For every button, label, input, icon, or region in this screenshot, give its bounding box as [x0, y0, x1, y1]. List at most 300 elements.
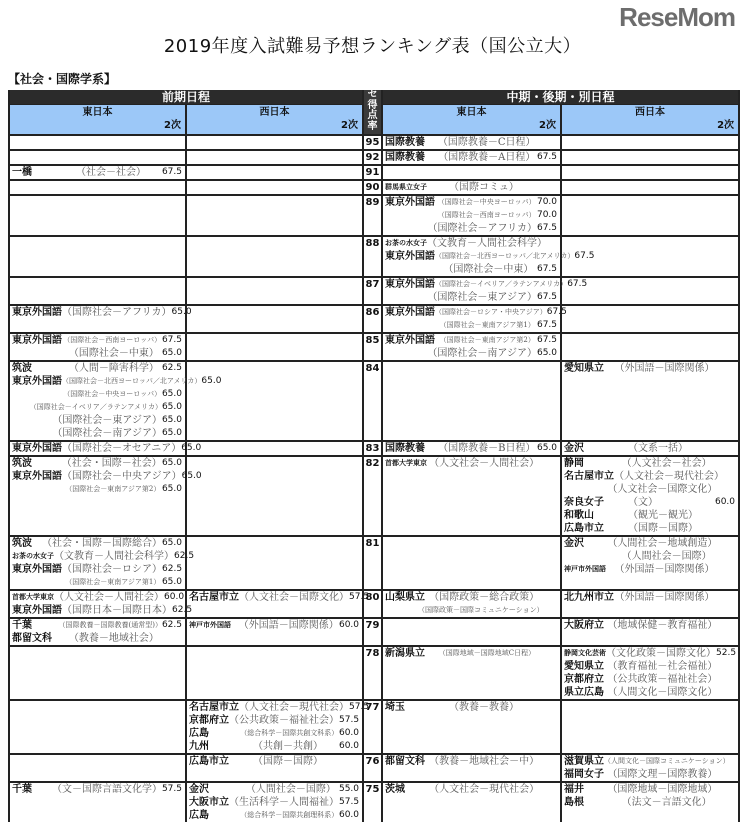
university-name: [383, 347, 427, 360]
cell-le: [382, 333, 561, 361]
list-item: [562, 237, 738, 250]
department-name: （人文社会－現代社会）: [614, 471, 725, 482]
cell-lw: [561, 782, 739, 822]
university-name: 東京外国語: [12, 307, 62, 318]
list-item: [10, 809, 185, 822]
list-item: [383, 673, 560, 686]
department-name: （国際社会－中東）: [68, 348, 159, 359]
list-item: [187, 306, 362, 319]
list-item: [383, 166, 560, 179]
cell-fe: [9, 305, 192, 333]
list-item: [10, 427, 185, 440]
department-name: （教養－地域社会）: [68, 633, 159, 644]
second-exam-score: [539, 591, 560, 604]
score-cell: 81: [363, 536, 382, 590]
list-item: [383, 470, 560, 483]
department-name: （国際社会－東南アジア第1）: [65, 578, 161, 586]
department-name: （生活科学－人間福祉）: [229, 797, 339, 808]
list-item: [187, 151, 362, 164]
header-early-east: [9, 105, 186, 136]
university-name: 北九州市立: [564, 592, 615, 603]
cell-fe: [9, 700, 186, 754]
department-name: （国際社会－東アジア）: [427, 292, 537, 303]
department-name: （国際社会－南アジア）: [427, 348, 537, 359]
table-row: [9, 646, 739, 700]
university-name: [383, 222, 427, 235]
university-name: 東京外国語: [12, 443, 62, 454]
university-name: [562, 550, 622, 563]
department-name: （人文社会－現代社会）: [429, 784, 540, 795]
university-name: 名古屋市立: [189, 592, 239, 603]
cell-lw: [561, 180, 739, 195]
department-name: （人文社会－社会）: [621, 458, 712, 469]
university-name: [10, 388, 63, 401]
list-item: [383, 809, 560, 822]
second-exam-score: 65.0: [161, 348, 182, 358]
university-name: 京都府立: [189, 715, 229, 726]
department-name: （公共政策－福祉社会）: [607, 674, 718, 685]
cell-lw: [561, 700, 739, 754]
department-name: （国際教養－国際教養(通常型)）: [58, 621, 162, 629]
university-name: 都留文科: [12, 633, 52, 644]
cell-fw: [186, 150, 363, 165]
list-item: [562, 686, 738, 699]
department-name: （文）: [628, 497, 659, 508]
header-early: 前期日程: [9, 90, 363, 105]
cell-fw: [186, 277, 363, 305]
table-row: [9, 754, 739, 782]
second-exam-score: [717, 673, 738, 686]
department-name: （国際社会－アフリカ）: [427, 223, 537, 234]
list-item: [383, 181, 560, 194]
list-item: [562, 576, 738, 589]
department-name: （国際社会－東南アジア第1）: [439, 321, 535, 329]
department-name: （国際文理－国際教養）: [607, 769, 718, 780]
second-exam-label: 2次: [341, 120, 359, 131]
table-row: [9, 236, 739, 277]
department-name: （国際社会－中東）: [443, 264, 534, 275]
list-item: [383, 686, 560, 699]
department-name: （法文－言語文化）: [621, 797, 712, 808]
cell-fw: [186, 782, 363, 822]
list-item: [10, 496, 185, 509]
second-exam-score: [539, 755, 560, 768]
list-item: [562, 727, 738, 740]
list-item: [383, 647, 560, 660]
list-item: [383, 209, 560, 222]
university-name: [383, 263, 443, 276]
header-later-east: [382, 105, 561, 136]
score-cell: 86: [363, 305, 382, 333]
table-row: [9, 135, 739, 150]
score-cell: 85: [363, 333, 382, 361]
list-item: [10, 647, 185, 660]
list-item: [10, 604, 193, 617]
cell-fe: [9, 165, 186, 180]
cell-lw: [561, 333, 739, 361]
university-name: 東京外国語: [12, 564, 62, 575]
second-exam-score: [544, 604, 560, 617]
university-name: 広島: [189, 810, 209, 821]
university-name: [10, 576, 65, 589]
list-item: [562, 796, 738, 809]
university-name: 島根: [564, 797, 585, 808]
cell-fw: [186, 333, 363, 361]
cell-fw: [186, 361, 363, 441]
cell-fe: [9, 536, 195, 590]
table-row: [9, 700, 739, 754]
university-name: 都留文科: [385, 756, 426, 767]
list-item: [10, 509, 185, 522]
list-item: [10, 714, 185, 727]
department-name: （文教育－人間社会科学）: [54, 551, 174, 562]
list-item: [10, 457, 185, 470]
list-item: [383, 222, 560, 235]
university-name: 県立広島: [564, 687, 605, 698]
list-item: [187, 727, 362, 740]
university-name: 奈良女子: [564, 497, 605, 508]
list-item: [562, 362, 738, 375]
score-cell: 83: [363, 441, 382, 456]
header-score: [363, 90, 382, 135]
cell-le: [382, 195, 561, 236]
list-item: [10, 660, 185, 673]
department-name: （国際社会－イベリア／ラテンアメリカ）: [29, 403, 162, 411]
list-item: [10, 563, 185, 576]
university-name: 広島市立: [564, 523, 605, 534]
university-name: 国際教養: [385, 152, 426, 163]
table-row: [9, 180, 739, 195]
list-item: [562, 319, 738, 332]
second-exam-score: 67.5: [536, 320, 558, 330]
department-name: （人文社会－国際文化）: [607, 484, 718, 495]
score-label-char: セ: [367, 89, 378, 100]
cell-fw: [186, 180, 363, 195]
list-item: [562, 496, 738, 509]
table-row: [9, 361, 739, 441]
list-item: [383, 660, 560, 673]
cell-lw: [561, 195, 739, 236]
cell-lw: [561, 165, 739, 180]
second-exam-score: 65.0: [181, 471, 202, 481]
list-item: [562, 768, 738, 781]
cell-fe: [9, 195, 186, 236]
list-item: [10, 237, 185, 250]
list-item: [10, 388, 185, 401]
second-exam-score: [717, 686, 738, 699]
list-item: [187, 414, 362, 427]
list-item: [10, 291, 185, 304]
list-item: [187, 755, 362, 768]
table-row: [9, 150, 739, 165]
second-exam-score: [712, 796, 738, 809]
list-item: [562, 632, 738, 645]
score-cell: 76: [363, 754, 382, 782]
list-item: [187, 809, 362, 822]
university-name: [383, 291, 427, 304]
score-cell: 89: [363, 195, 382, 236]
department-name: （国際政策－国際コミュニケーション）: [418, 606, 544, 614]
cell-fw: [186, 456, 363, 536]
cell-fe: [9, 135, 186, 150]
second-exam-score: [531, 181, 560, 194]
second-exam-score: [717, 619, 738, 632]
second-exam-score: 65.0: [201, 376, 222, 386]
department-name: （国際社会－中央ヨーロッパ）: [63, 390, 162, 398]
department-name: （国際社会－西南ヨーロッパ）: [437, 211, 536, 219]
cell-le: [382, 236, 595, 277]
cell-fe: [9, 333, 186, 361]
list-item: [562, 701, 738, 714]
list-item: [187, 673, 362, 686]
list-item: [383, 550, 560, 563]
second-exam-score: 65.0: [161, 538, 182, 548]
list-item: [562, 755, 738, 768]
list-item: [10, 319, 185, 332]
list-item: [562, 537, 738, 550]
list-item: [187, 686, 362, 699]
list-item: [10, 796, 185, 809]
department-name: （国際社会－ロシア・中央アジア）: [435, 308, 547, 316]
region-label: 東日本: [456, 107, 487, 118]
department-name: （国際社会－南アジア）: [52, 428, 162, 439]
list-item: [383, 401, 560, 414]
second-exam-score: 67.5: [536, 223, 558, 233]
cell-fe: [9, 646, 186, 700]
university-name: 東京外国語: [385, 197, 436, 208]
cell-lw: [561, 305, 739, 333]
university-name: 東京外国語: [12, 471, 62, 482]
score-cell: 80: [363, 590, 382, 618]
list-item: [383, 388, 560, 401]
list-item: [562, 714, 738, 727]
table-row: [9, 536, 739, 590]
cell-le: [382, 135, 561, 150]
department-name: （国際社会－北西ヨーロッパ／北アメリカ）: [435, 252, 575, 260]
department-name: （人間社会－地域創造）: [607, 538, 718, 549]
region-label: 西日本: [635, 107, 666, 118]
second-exam-score: 65.0: [171, 307, 192, 317]
university-name: 九州: [189, 741, 209, 752]
second-exam-score: 65.0: [181, 443, 202, 453]
department-name: （国際教養－A日程）: [438, 152, 536, 163]
list-item: [10, 166, 185, 179]
second-exam-score: [535, 647, 560, 660]
second-exam-score: [717, 660, 738, 673]
second-exam-score: 57.5: [349, 592, 370, 602]
university-name: 広島市立: [189, 756, 229, 767]
cell-lw: [561, 618, 739, 646]
university-name: 東京外国語: [385, 279, 436, 290]
table-row: [9, 782, 739, 822]
department-name: （社会－社会）: [76, 167, 146, 178]
list-item: [187, 796, 362, 809]
department-name: （人文社会－現代社会）: [239, 702, 349, 713]
second-exam-score: 62.5: [162, 564, 183, 574]
university-name: お茶の水女子: [385, 239, 428, 247]
university-name: 神戸市外国語: [189, 621, 231, 629]
university-name: [562, 483, 607, 496]
second-exam-label: 2次: [539, 120, 557, 131]
second-exam-score: 60.0: [164, 592, 185, 602]
cell-fe: [9, 754, 186, 782]
list-item: [562, 151, 738, 164]
list-item: [187, 576, 362, 589]
cell-le: [382, 646, 561, 700]
second-exam-score: 67.5: [161, 335, 182, 345]
university-name: 筑波: [12, 363, 32, 374]
cell-fe: [9, 782, 186, 822]
list-item: [10, 250, 185, 263]
second-exam-score: [536, 136, 560, 149]
list-item: [562, 388, 738, 401]
department-name: （観光－観光）: [628, 510, 699, 521]
list-item: [187, 470, 362, 483]
list-item: [187, 537, 362, 550]
list-item: [187, 496, 362, 509]
second-exam-score: 60.0: [338, 620, 360, 630]
list-item: [562, 783, 738, 796]
second-exam-score: [715, 563, 739, 576]
list-item: [10, 701, 185, 714]
second-exam-score: [715, 362, 739, 375]
list-item: [562, 181, 738, 194]
university-name: 千葉: [12, 784, 32, 795]
cell-lw: [561, 135, 739, 150]
university-name: 国際教養: [385, 137, 426, 148]
second-exam-score: [333, 755, 362, 768]
department-name: （教育福祉－社会福祉）: [607, 661, 718, 672]
university-name: [10, 483, 65, 496]
cell-le: [382, 165, 561, 180]
second-exam-score: 65.0: [161, 484, 182, 494]
second-exam-score: 62.5: [161, 620, 182, 630]
list-item: [562, 660, 738, 673]
list-item: [562, 470, 738, 483]
cell-le: [382, 441, 561, 456]
department-name: （社会・国際－社会）: [61, 458, 162, 469]
cell-le: [382, 456, 561, 536]
cell-fe: [9, 618, 186, 646]
cell-lw: [561, 150, 739, 165]
list-item: [562, 647, 738, 660]
list-item: [187, 278, 362, 291]
university-name: 静岡: [564, 458, 585, 469]
university-name: 名古屋市立: [189, 702, 239, 713]
cell-lw: [561, 536, 739, 590]
university-name: 福井: [564, 784, 585, 795]
department-name: （国際社会－オセアニア）: [62, 443, 182, 454]
list-item: [562, 740, 738, 753]
list-item: [187, 647, 362, 660]
list-item: [187, 334, 362, 347]
cell-fw: [186, 700, 370, 754]
list-item: [10, 442, 202, 455]
university-name: 一橋: [12, 167, 32, 178]
list-item: [383, 414, 560, 427]
department-name: （国際地域－国際地域C日程）: [438, 649, 536, 657]
list-item: [383, 591, 560, 604]
list-item: [383, 509, 560, 522]
university-name: 滋賀県立: [564, 756, 605, 767]
header-later: 中期・後期・別日程: [382, 90, 739, 105]
department-name: （国際社会－西南ヨーロッパ）: [63, 336, 162, 344]
department-name: （総合科学－国際共創理科系）: [240, 811, 339, 819]
list-item: [10, 550, 195, 563]
list-item: [10, 362, 185, 375]
university-name: 東京外国語: [385, 307, 436, 318]
department-name: （国際－国際）: [628, 523, 699, 534]
list-item: [383, 136, 560, 149]
list-item: [187, 319, 362, 332]
list-item: [383, 727, 560, 740]
list-item: [562, 604, 738, 617]
second-exam-score: 57.5: [161, 784, 182, 794]
cell-fw: [186, 305, 363, 333]
second-exam-score: [159, 632, 185, 645]
list-item: [10, 334, 185, 347]
second-exam-label: 2次: [717, 120, 735, 131]
region-label: 東日本: [82, 107, 113, 118]
department-name: （国際社会－東南アジア第2）: [65, 485, 161, 493]
list-item: [10, 414, 185, 427]
list-item: [562, 401, 738, 414]
department-name: （国際コミュ）: [449, 182, 519, 193]
cell-fw: [186, 441, 363, 456]
department-name: （人間社会－国際）: [621, 551, 712, 562]
table-row: [9, 165, 739, 180]
list-item: [383, 576, 560, 589]
list-item: [383, 768, 560, 781]
cell-le: [382, 305, 567, 333]
cell-le: [382, 361, 561, 441]
score-label-char: 点: [367, 110, 378, 121]
university-name: 東京外国語: [12, 605, 62, 616]
department-name: （文系一括）: [628, 443, 689, 454]
second-exam-score: [724, 470, 738, 483]
cell-fe: [9, 150, 186, 165]
list-item: [10, 632, 185, 645]
table-row: [9, 441, 739, 456]
second-exam-score: 67.5: [536, 264, 558, 274]
second-exam-score: 65.0: [161, 389, 182, 399]
cell-le: [382, 618, 561, 646]
university-name: 大阪府立: [564, 620, 605, 631]
university-name: 大阪市立: [189, 797, 229, 808]
list-item: [562, 673, 738, 686]
list-item: [383, 196, 560, 209]
university-name: お茶の水女子: [12, 552, 54, 560]
university-name: 和歌山: [564, 510, 595, 521]
second-exam-score: [539, 457, 560, 470]
list-item: [562, 483, 738, 496]
list-item: [10, 755, 185, 768]
department-name: （国際地域－国際地域）: [607, 784, 718, 795]
department-name: （国際政策－総合政策）: [429, 592, 540, 603]
list-item: [10, 619, 185, 632]
list-item: [187, 768, 362, 781]
list-item: [383, 291, 560, 304]
cell-lw: [561, 590, 739, 618]
table-row: [9, 333, 739, 361]
list-item: [10, 673, 185, 686]
resemom-logo: ReseMom: [619, 2, 735, 32]
list-item: [10, 222, 185, 235]
list-item: [383, 796, 560, 809]
cell-lw: [561, 441, 739, 456]
department-name: （国際日本－国際日本）: [62, 605, 172, 616]
list-item: [187, 550, 362, 563]
